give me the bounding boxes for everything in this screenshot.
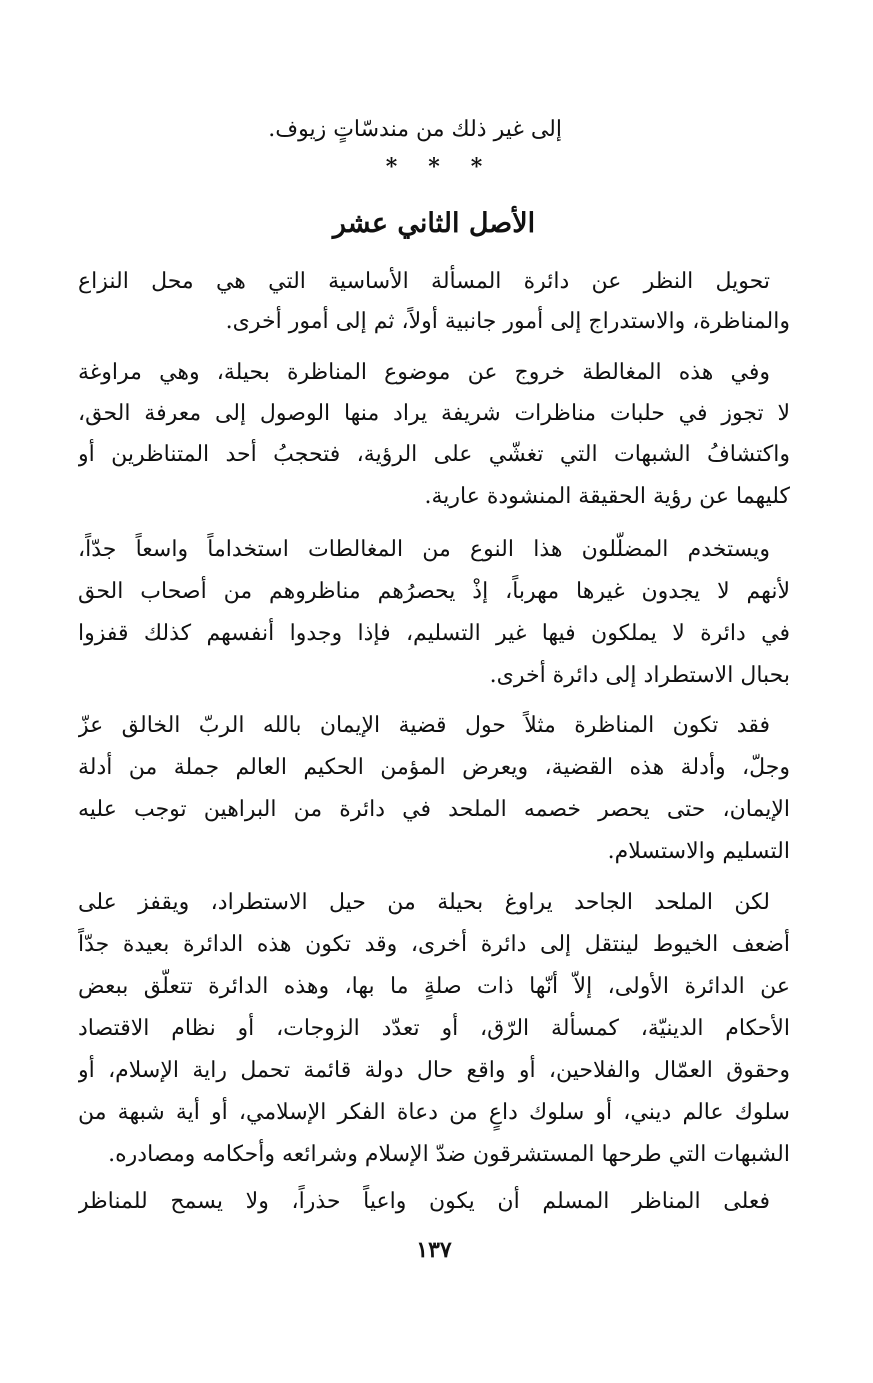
paragraph-line: الأحكام الدينيّة، كمسألة الرّق، أو تعدّد الزوجات، أو نظام الاقتصاد	[78, 1016, 790, 1041]
paragraph-line: تحويل النظر عن دائرة المسألة الأساسية التي هي محل النزاع	[78, 269, 770, 294]
paragraph-line: عن الدائرة الأولى، إلاّ أنّها ذات صلةٍ ما بها، وهذه الدائرة تتعلّق ببعض	[78, 974, 790, 999]
paragraph-line: وفي هذه المغالطة خروج عن موضوع المناظرة بحيلة، وهي مراوغة	[78, 360, 770, 385]
paragraph-line: لأنهم لا يجدون غيرها مهرباً، إذْ يحصرُهم مناظروهم من أصحاب الحق	[78, 579, 790, 604]
paragraph-line: واكتشافُ الشبهات التي تغشّي على الرؤية، فتحجبُ أحد المتناظرين أو	[78, 442, 790, 467]
separator-star: *	[385, 154, 398, 180]
paragraph-line: أضعف الخيوط لينتقل إلى دائرة أخرى، وقد تكون هذه الدائرة بعيدة جدّاً	[78, 932, 790, 957]
separator-star: *	[470, 154, 483, 180]
paragraph-line: وحقوق العمّال والفلاحين، أو واقع حال دولة قائمة تحمل راية الإسلام، أو	[78, 1058, 790, 1083]
paragraph-line: فقد تكون المناظرة مثلاً حول قضية الإيمان بالله الربّ الخالق عزّ	[78, 713, 770, 738]
opening-line: إلى غير ذلك من مندسّاتٍ زيوف.	[268, 117, 562, 142]
paragraph-line: والمناظرة، والاستدراج إلى أمور جانبية أولاً، ثم إلى أمور أخرى.	[225, 309, 790, 334]
section-separator	[78, 150, 790, 185]
paragraph-line: الشبهات التي طرحها المستشرقون ضدّ الإسلام وشرائعه وأحكامه ومصادره.	[108, 1142, 790, 1167]
paragraph-line: لا تجوز في حلبات مناظرات شريفة يراد منها الوصول إلى معرفة الحق،	[78, 401, 790, 426]
page-number: ١٣٧	[416, 1237, 452, 1263]
paragraph-line: سلوك عالم ديني، أو سلوك داعٍ من دعاة الفكر الإسلامي، أو أية شبهة من	[78, 1100, 790, 1125]
paragraph-line: فعلى المناظر المسلم أن يكون واعياً حذراً، ولا يسمح للمناظر	[78, 1189, 770, 1214]
paragraph-line: كليهما عن رؤية الحقيقة المنشودة عارية.	[424, 484, 790, 509]
paragraph-line: في دائرة لا يملكون فيها غير التسليم، فإذا وجدوا أنفسهم كذلك قفزوا	[78, 621, 790, 646]
paragraph-line: بحبال الاستطراد إلى دائرة أخرى.	[489, 663, 790, 688]
paragraph-line: لكن الملحد الجاحد يراوغ بحيلة من حيل الاستطراد، ويقفز على	[78, 890, 770, 915]
separator-star: *	[428, 154, 440, 180]
paragraph-line: وجلّ، وأدلة هذه القضية، ويعرض المؤمن الحكيم العالم جملة من أدلة	[78, 755, 790, 780]
paragraph-line: الإيمان، حتى يحصر خصمه الملحد في دائرة من البراهين توجب عليه	[78, 797, 790, 822]
section-heading: الأصل الثاني عشر	[332, 208, 536, 239]
paragraph-line: ويستخدم المضلّلون هذا النوع من المغالطات استخداماً واسعاً جدّاً،	[78, 537, 770, 562]
book-page	[78, 0, 790, 1383]
paragraph-line: التسليم والاستسلام.	[607, 839, 790, 864]
